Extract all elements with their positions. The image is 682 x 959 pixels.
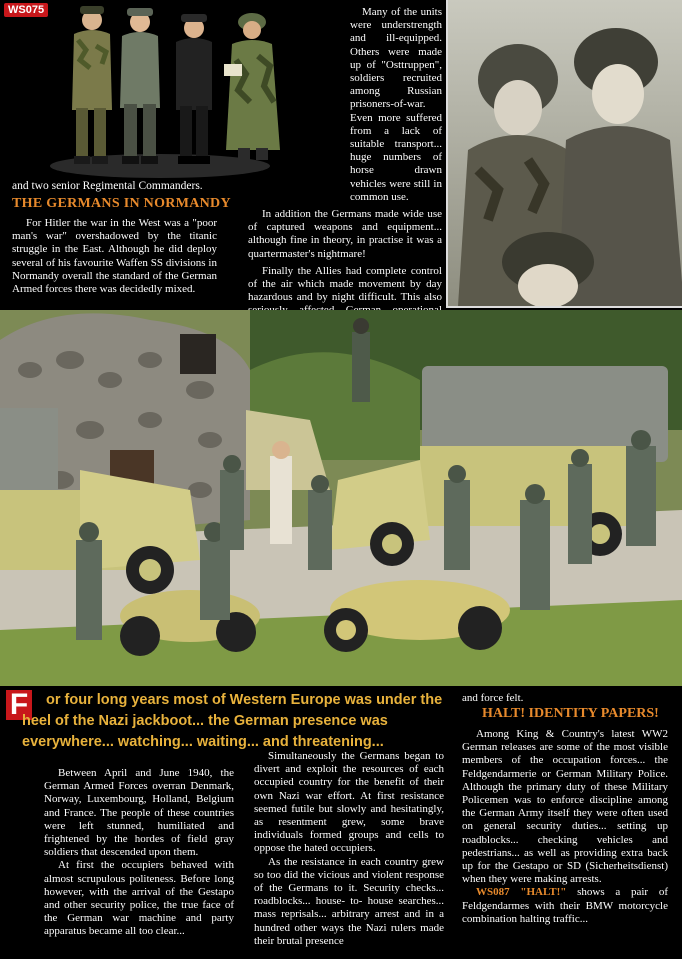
paragraph: Simultaneously the Germans began to divert and exploit the resources of each occupied country for the benefit of their own Nazi war effort. At first resistance seemed futile but slowly and hesitatingly, as resentment grew, some brave individuals formed groups and cells to oppose the hated occupiers. [254,750,444,855]
body-column-4 [254,750,444,948]
lead-text: or four long years most of Western Europe was under the heel of the Nazi jackboot... the German presence was everywhere... watching... waiting... and threatening... [22,692,443,750]
body-column-1 [12,217,217,296]
soldiers-illustration [448,0,682,306]
paragraph: Finally the Allies had complete control of the air which made movement by day hazardous and by night difficult. This also [248,264,442,304]
section-heading: THE GERMANS IN NORMANDY [12,196,231,211]
paragraph: Among King & Country's latest WW2 German releases are some of the most visible members of the occupation forces... the Feldgendarmerie or German Military Police. Although the primary duty of these Military Policemen was to enforce discipline among the German Army itself they were often used on general security duties... setting up roadblocks... checking vehicles and pedestrians... as well as providing extra back up for the Gestapo or SD (Sicherheitsdienst) when they were making arrests. [462,728,668,886]
paragraph-rest: shows a pair of Feldgendarmes with their BMW motorcycle combination halting traffic... [462,886,668,925]
lead-paragraph [22,690,452,753]
product-code-badge: WS075 [4,3,48,17]
diorama-illustration [0,310,682,686]
product-name: "HALT!" [520,886,567,899]
soldiers-photo [446,0,682,308]
paragraph: At first the occupiers behaved with almost scrupulous politeness. Before long however, with the arrival of the Gestapo and other security police, the true face of the German war machine and party apparatus became all too clear... [44,859,234,938]
diorama-photo [0,310,682,686]
paragraph: For Hitler the war in the West was a "poor man's war" overshadowed by the titanic struggle in the East. Although he did deploy several of his favourite Waffen SS divisions in Normandy overall the standard of the German Armed forces there was decidedly mixed. [12,217,217,296]
paragraph: As the resistance in each country grew so too did the vicious and violent response of the Germans to it. Security checks... roadblocks... house- to- house searches... mass reprisals... arbitrary arrest and in a hundred other ways the Nazi rulers made their brutal presence [254,855,444,947]
continued-text: and force felt. [462,692,524,704]
paragraph [462,886,668,926]
paragraph: Many of the units were understrength and ill-equipped. Others were made up of "Osttruppen", soldiers recruited among Russian prisoners-of-war. Even more suffered from a lack of suitable transport... huge numbers of horse drawn vehicles were still in common use. [350,6,442,203]
section-heading-halt: HALT! IDENTITY PAPERS! [482,706,659,721]
body-column-3 [44,767,234,939]
photo-caption: and two senior Regimental Commanders. [12,180,203,192]
paragraph: In addition the Germans made wide use of captured weapons and equipment... although fine in theory, in practise it was a quartermaster's nightmare! [248,208,442,260]
paragraph: Between April and June 1940, the German Armed Forces overran Denmark, Norway, Luxembourg, Holland, Belgium and France. The people of these countries were left stunned, humiliated and frightened by the hordes of field gray soldiers that descended upon them. [44,767,234,859]
body-column-5 [462,728,668,926]
product-code: WS087 [476,886,510,899]
drop-cap: F [6,690,32,720]
body-column-2 [248,6,442,331]
